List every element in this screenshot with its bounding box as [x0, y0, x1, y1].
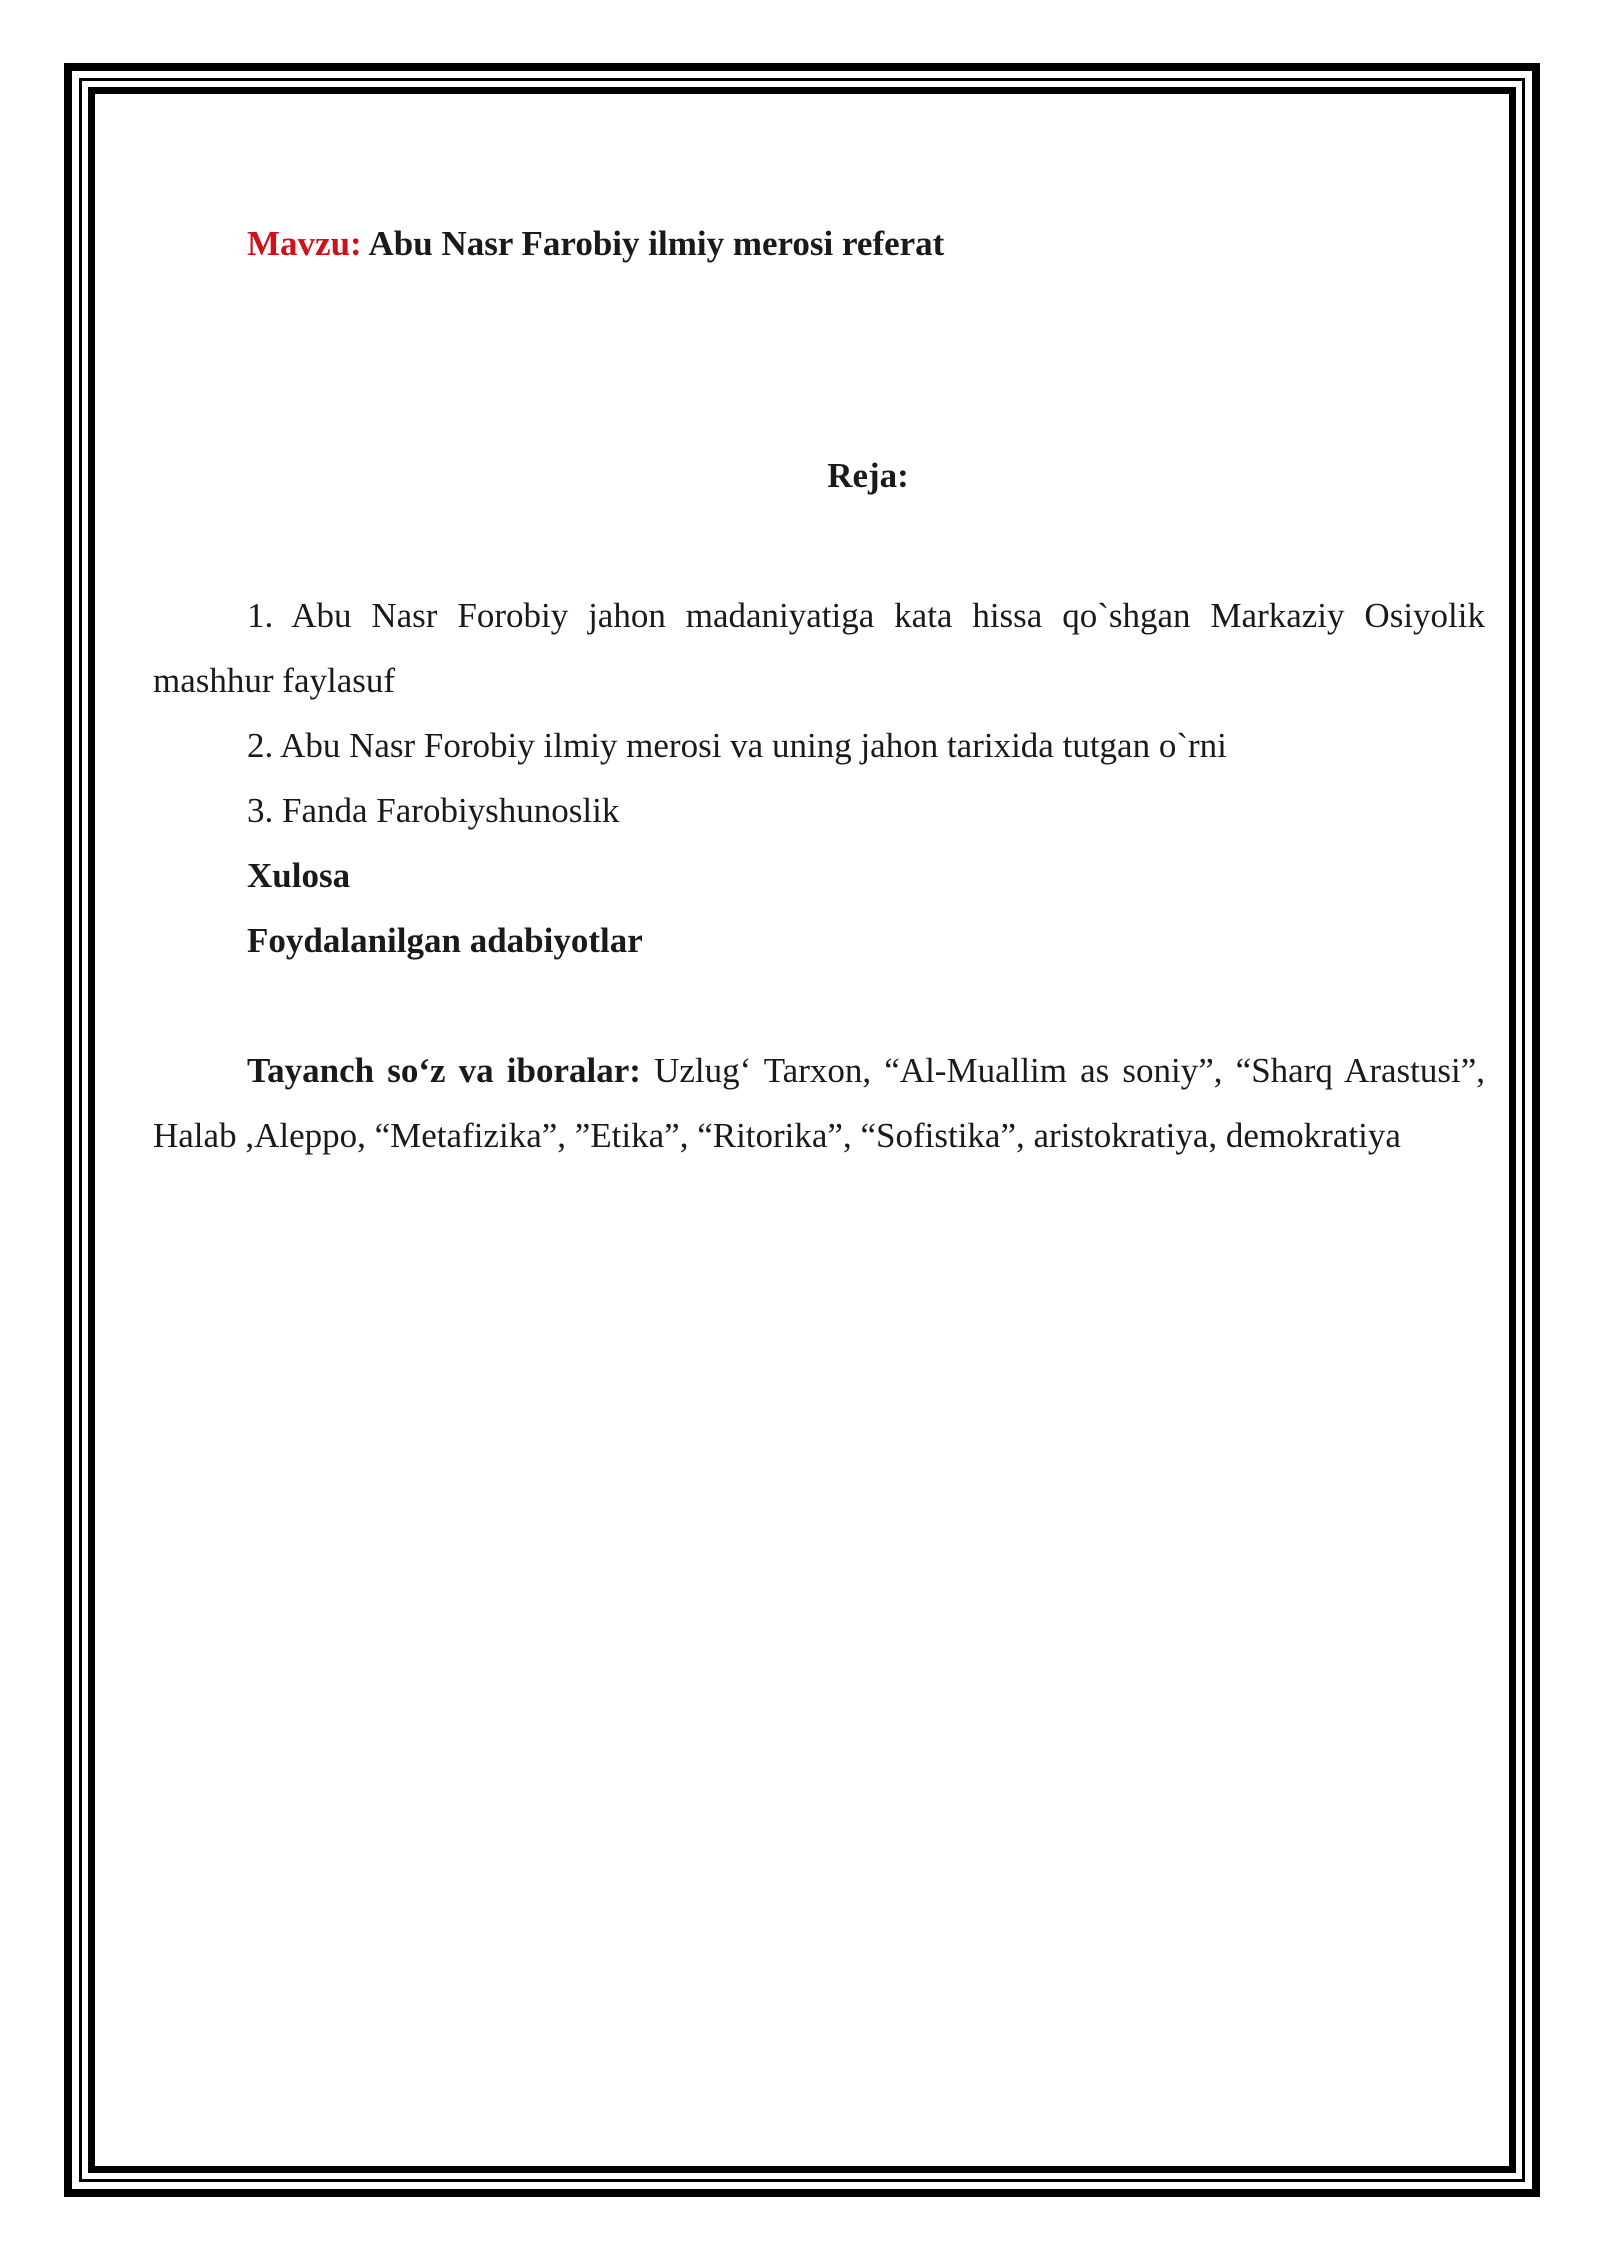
topic-heading — [247, 224, 944, 264]
plan-item-3: 3. Fanda Farobiyshunoslik — [247, 791, 620, 830]
plan-item-1: 1. Abu Nasr Forobiy jahon madaniyatiga kata hissa qo`shgan Markaziy Osiyolik mashhur faylasuf — [153, 596, 1485, 700]
plan-heading-row — [0, 456, 1600, 496]
conclusion-item: Xulosa — [247, 856, 351, 895]
topic-title: Abu Nasr Farobiy ilmiy merosi referat — [368, 224, 945, 263]
keywords-paragraph — [153, 1038, 1485, 1168]
keywords-text: Uzlug‘ Tarxon, “Al-Muallim as soniy”, “Sharq Arastusi”, Halab ,Aleppo, “Metafizika”, ”Etika”, “Ritorika”, “Sofistika”, aristokratiya, demokratiya — [153, 1051, 1485, 1155]
keywords-label: Tayanch so‘z va iboralar: — [247, 1051, 641, 1090]
references-item: Foydalanilgan adabiyotlar — [247, 921, 643, 960]
plan-heading: Reja: — [827, 456, 909, 495]
topic-label: Mavzu: — [247, 224, 362, 263]
plan-item-2: 2. Abu Nasr Forobiy ilmiy merosi va uning jahon tarixida tutgan o`rni — [247, 726, 1227, 765]
